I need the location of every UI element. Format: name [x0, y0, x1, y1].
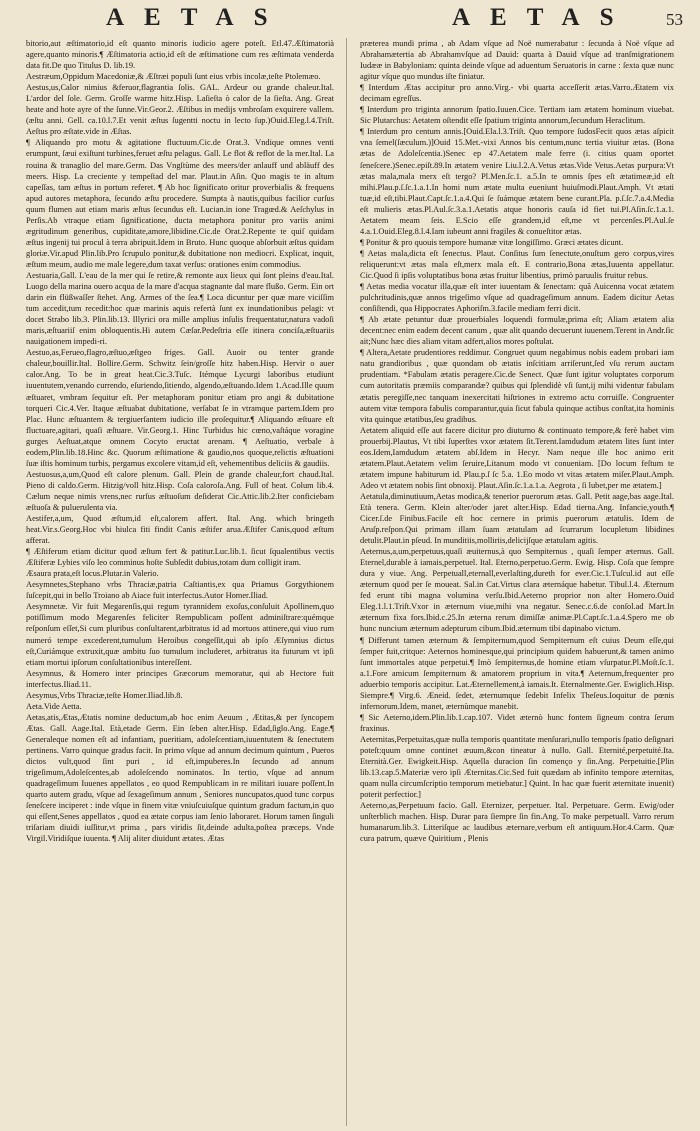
entry: Aestræum,Oppidum Macedoniæ,& Æſtræi populi ſunt eius vrbis incolæ,teſte Ptolemæo. — [26, 72, 321, 82]
entry: ¶ Aetas media vocatur illa,quæ eſt inter iuuentam & ſenectam: quā Auicenna vocat ætatem pulchritudinis,quæ annos trigeſimo vſque ad quadrageſimum annum. Eadem dicitur Aetas conſiſtendi, qua Hippocrates Aphoriſm.3.facile mediam ferri dicit. — [360, 282, 674, 314]
entry: Aeternus,a,um,perpetuus,quaſi æuiternus,à quo Sempiternus , quaſi ſemper æternus. Gall. Eternel,durable à iamais,perpetuel. Ital. Eterno,perpetuo.Germ. Ewig. Hisp. Coſa que ſempre dura y viue. Ang. Perpetuall,eternall,everlaſting,dureth for ever.Cic.1.Tuſcul.id aut eſſe æternum quod per ſe moueat. Sal.in Cat.Virtus clara æternáque habetur. Tibul.l.4. Æternum fed erunt tibi magna volumina verſu.Ibid.Aeterno proprior non alter Homero.Ouid Eleg.1.l.1.Triſt.Vxor in æternum viue,mihi vna negatur. Senec.c.6.de conſol.ad Mart.In æternum fixa fors.Ibid.c.25.In æterna rerum dimiſſæ animæ.Pl.Capt.ſc.1.a.4.Spero me ob hunc nuncium æternum adepturum cibum.Ibid.æternum tibi dapinabo victum. — [360, 547, 674, 634]
entry: Æsaura prata,eſt locus.Plutar.in Valerio. — [26, 569, 159, 579]
entry: Aeterno,as,Perpetuum facio. Gall. Eternizer, perpetuer. Ital. Perpetuare. Germ. Ewig/oder unſterblich machen. Hisp. Durar para ſiempre ſin fin.Ang. To make perpetuall. Varro rerum humanarum.lib.3. Litteriſque ac laudibus æternare,verbum eſt antiquum.Hor.4.Carm. Quæ cura patrum, quæve Quiritium , Plenis — [360, 801, 674, 844]
entry: ¶ Sic Aeterno,idem.Plin.lib.1.cap.107. Videt æternò hunc fontem ſigneum contra ſerum fraxinus. — [360, 712, 674, 733]
entry: Aestuo,as,Ferueo,flagro,æſtuo,æſtgeo friges. Gall. Auoir ou tenter grande chaleur,bouillir.Ital. Bollire.Germ. Schwitz ſein/groſſe hitz haben.Hisp. Hervir o auer calor.Ang. To be in great heat.Cic.3.Tuſc. Itémque Lycurgi laboribus etudiunt iuuentutem,venando currendo, eſuriendo,ſitiendo, algendo,æſtuando.Idem 1.Acad.Ille quum æſtuaret, vmbram ſequitur eſt. Per metaphoram ponitur etiam pro angi & dubitatione torqueri Cic.4.Ver. Itaque æſtuabat dubitatione, verſabat ſe in vtramque partem.Idem pro Plac. Hunc æſtuantem & tergiuerſantem iudicio ille proſequitur.¶ Aliquando æſtuare eſt fluctuare,agitari, quaſi æſtuare. Vir.Georg.1. Hinc Turbidus hic cœno,vaſtáque voragine gurges Aeſtuat,atque omnem Cocyto eructat arenam. ¶ Aeſtuatio, verbale à eodem,Plin.lib.18.Hinc &c. Quorum æſtimatione & gaudio,nos quoque,relictis æſtuationi ſuæ iſtis hominum turbis, pergamus excolere vitam,id eſt, vehementibus deliciis & gaudiis. — [26, 348, 334, 468]
entry: ¶ Differunt tamen æternum & ſempiternum,quod Sempiternum eſt cuius Deum eſſe,qui ſemper fuit,critque: Aeternos hominesque,qui principium quidem habuerunt,& tamen animo ſunt immortales atque perpetui.¶ Imò ſempiternus,de homine etiam vſurpatur.Pl.Moſt.ſc.1. a.1.Fore amicum ſempiternum & amatorem proprium in vita.¶ Aeternum,frequenter pro aduerbio temporis accipitur. Lat.Æternellement,à iamais.It. Eternalmente.Ger. Ewiglich.Hisp. Siempre.¶ Virg.6. Æneid. ſedet, æternumque ſedebit Infelix Theſeus.Ioquitur de pœnis infernorum.Idem, manet, æternùmque manebit. — [360, 635, 674, 711]
entry: ¶ Interdum pro triginta annorum ſpatio.Iuuen.Cice. Tertiam iam ætatem hominum viuebat. Sic Plutarchus: Aetatem oſtendit eſſe ſpatium triginta annorum,ſecundum Heraclitum. — [360, 105, 674, 126]
entry: Aetatula,diminutiuum,Aetas modica,& tenerior puerorum ætas. Gall. Petit aage,bas aage.Ital. Età tenera. Germ. Klein alter/oder jaret alter.Hisp. Edad tierna.Ang. Infancie,youth.¶ Cicer.ſ.de Finibus.Facile eſt hoc cernere in primis puerorum ætatulis. Idem de Aruſp.reſpon.Qui primam illam ſuam ætatulam ad ſcurrarum locupletum libidines detulit.Plaut.in pſeud. In munditiis,molliriis,delicijſque ætatulam agitis. — [360, 491, 674, 546]
left-column — [26, 38, 334, 1128]
entry: ¶ Interdum Ætas accipitur pro anno.Virg.- vbi quarta acceſſerit ætas.Varro.Ætatem vix decimam egreſſus. — [360, 83, 674, 104]
entry: Aetatem aliquid eſſe aut facere dicitur pro diuturno & continuato tempore,& ferè habet vim prouerbij.Plautus, Vt tibi ſuperſtes vxor ætatem ſit.Terent.Iamdudum ætatem lites ſunt inter eos.Idem,Iamdudum ætatem abſ.Idem in Hecyr. Nam neque ille hoc animo erit ætatem.Plaut.Aetatem velim ſeruire,Litanum modo vt conueniam. [Do locum feſtum te ætatem impune habiturum id. Plau.p.ſ ſc 5.a. 1.Eo modo vt vitas ætatem miſer.Plaut.Amph. Adeo vt ætatem nobis ſint obnoxij. Plaut.Aſin.ſc.1.a.1.a. Aegrota , ſi lubet,per me ætatem.] — [360, 425, 674, 490]
page-header — [0, 4, 700, 34]
entry: ¶ Interdum pro centum annis.[Ouid.Ela.l.3.Triſt. Quo tempore ſudosFecit quos ætas aſpicit vna ſemel(ſæculum.)]Ouid 15.Met.-vixi Annos bis centum,nunc tertia viuitur ætas. (Bona ætas de Adoleſcentia.)Senec ep 47.Aetatem male ferre (i. citius quam oportet ſeneſcere.)Senec.epiſt.89.In ætatem venire Liu.l.2.A.Vetus ætas.Vide Vetus.Aetas purpura:Vt ætas mala,mala merx eſt tergo? Pl.Men.ſc.1. a.5.In te omnis ſpes eſt ætatimeæ,id eſt mihi.Plau.p.ſ.ſc.1.a.1.In homi num ætate multa eueniunt huiuſmodi.Plaut.Amph. Vt ætati tuæ,id eſt,tibi.Plaut.Capt.ſc.1.a.4.Qui ſe ſuámque ætatem bene curant.Pla. p.ſ.ſc.7.a.4.Media eſt mulieris ætas.Pl.Aul.ſc.3.a.1.Aetatis atque honoris cauſa id fiet tui.Pl.Aſin.ſc.1.a.1. Aetatem meam ſeis. E.Scio eſſe grandem,id eſt,me vt percenſes.Pl.Aul.ſe 4.a.1.Ouid.Eleg.8.l.4.Iam iubeunt anni fragiles & conueſtitor ætas. — [360, 127, 674, 236]
entry: Aesymnetæ. Vir fuit Megarenſis,qui regum tyrannidem exoſus,conſuluit Apollinem,quo potiſſimum modo Megarenſes feliciter Rempublicam poſſent adminiſtrare:quémque reſponſum eſſet,Si cum pluribus conſultarent,arbitratus id ad mortuos attinere,qui viuo rum numeró tempe excederent,tumulum Heroibus congeſſit,qui ab ipſo Æſymnius dictus eſt,Curiámque extruxit,quæ ambitu ſuo tumulum includeret, arbitratus ita futurum vt ipſi etiam mortui ipſorum conſultationibus intereſſent. — [26, 602, 334, 667]
entry: ¶ Æſtiferum etiam dicitur quod æſtum fert & patitur.Luc.lib.1. ſicut ſqualentibus vectis Æſtiferæ Lybies viſo leo comminus hoſte Subſedit dubius,totam dum colligit iram. — [26, 547, 334, 568]
entry: ¶ Aliquando pro motu & agitatione fluctuum.Cic.de Orat.3. Vndique omnes venti erumpunt, ſæui exiſtunt turbines,feruet æſtu pelagus. Gall. Le flot & reflot de la mer.Ital. La rouina & tranaglio del mare.Germ. Das Vngſtùme des meers/der anlauff und abläuff des meers. Hisp. La creciente y tempeſtad del mar. Plaut.in Aſin. Quo magis te in altum capeſſas, tam æſtus in portum referet. ¶ Ab hoc ſignificato oritur proverbialis & frequens apud autores metaphora, ſecundo æſtu procedere. Sumpta à nautis,quibus facilior curſus quum flumen aut etiam maris æſtus ſecundus eſt. Lucian.in ione Tragœd.& Aeſchylus in Perſis.Ab vtraque etiam ſignificatione, ducta metaphora ponitur pro variis animi ægritudinum generibus, cupiditate,amore,libidine.Cic.de Orat.2.Repente te quiſ quidam æſtus ingenij tui procul à terra abripuit.Idem in Bruto. Hunc quoque abſorbuit æſtus quidam gloriæ.Vir.apud Plin.lib.Pro ſcrupulo ponitur,& dubitatione non mediocri. Explicat, inquit, æſtum meum, audio me male legere,dum taxat verſus: orationes enim commodius. — [26, 138, 334, 269]
entry: ¶ Altera,Aetate prudentiores reddimur. Congruet quum negabimus nobis eadem probari iam natu grandioribus , quæ quondam ob ætatis inſcitiam arriſerunt,ſed vſu rerum auctam prudentiam. *Fabulam ætatis peragere.Cic.de Senect. Quæ ſunt igitur voluptates corporum cum autoritatis præmiis comparandæ? quibus qui ſplendidè vſi ſunt,ij mihi videntur fabulam ætatis peregiſſe,nec tanquam inexercitati hiſtriones in extremo actu corruiſſe. Congruenter autem vitæ tempora fabulis comparantur,quia ſicut fabula quinque actibus conſtat,ita hominis vita quinque ætatibus,ſeu gradibus. — [360, 348, 674, 424]
entry: Aesymnus, & Homero inter principes Græcorum memoratur, qui ab Hectore fuit interfectus.Iliad.11. — [26, 668, 334, 689]
entry: Aesymnetes,Stephano vrbs Thraciæ,patria Caſtiantis,ex qua Priamus Gorgythionem ſuſcepit,qui in bello Troiano ab Aiace fuit interfectus.Autor Homer.Iliad. — [26, 580, 334, 601]
column-divider — [346, 38, 347, 1126]
entry: Aestuosus,a,um,Quod eſt calore plenum. Gall. Plein de grande chaleur,fort chaud.Ital. Pieno di caldo.Germ. Hitzig/voll hitz.Hisp. Coſa caloroſa.Ang. Full of heat. Colum lib.4. Cælum neque nimis vrens,nec rurſus æſtuoſum deſiderat Cic.Attic.lib.2.Iter conficiebam æſtuoſa & puluerulenta via. — [26, 469, 334, 512]
entry: Aeternitas,Perpetuitas,quæ nulla temporis quantitate menſurari,nullo temporis ſpatio deſignari poteſt:quum omne continet æuum,&con tineatur à nullo. Gall. Eternité,perpetuité.Ita. Eternità.Ger. Ewigkeit.Hisp. Aquella duracion ſin començo y ſin.Ang. Perpetuitie.[Plin lib.13.cap.5.Materiæ vero ipſi Æternitas.Cic.Sed fuit quædam ab infinito tempore æternitas, quam nulla circumſcriptio temporum metiebatur.] Quint. In hac quæ fuerit æternitate inuenit) poterit perfectior.] — [360, 734, 674, 800]
entry: præterea mundi prima , ab Adam vſque ad Noë numerabatur : ſecunda à Noë vſque ad Abrahamætertia ab Abrahamvſque ad Dauid: quarta à Dauid vſque ad tranſmigrationem Iudææ in Babyloniam: quinta deinde vſque ad aduentum Seruatoris in carne : ſexta quæ nunc agitur vſque quo mundus iſte finiatur. — [360, 39, 674, 82]
entry: Aestifer,a,um, Quod æſtum,id eſt,calorem affert. Ital. Ang. which bringeth heat.Vir.s.Georg.Hoc vbi hiulca fiti findit Canis æſtifer arua.Æſtifer Canis,quod æſtum afferat. — [26, 514, 334, 546]
running-head-left: AETAS — [106, 4, 288, 31]
right-column — [360, 38, 674, 1128]
entry: Aetas,atis,Ætas,Ætatis nomine deductum,ab hoc enim Aeuum , Ætitas,& per ſyncopem Ætas. Gall. Aage.Ital. Età,etade Germ. Ein ſeben alter.Hisp. Edad,ſiglo.Ang. Eage.¶ Generaleque nomen eſt ad infantiam, pueritiam, adoleſcentiam,iuuentutem & ſenectutem pertinens. Varro quinque gradus facit. In primo vſque ad annum decimum quintum , Pueros dictos vult,quod ſint puri , id eſt,impuberes.In ſecundo ad annum trigeſimum,Adoleſcentes,ab adoleſcendo nominatos. In tertio, vſque ad annum quadrageſimum Iuuenes appellatos , eo quod Rempublicam in re militari iuuare poſſent.In quarto autem gradu, vſque ad ſexageſimum annum , Seniores nuncupatos,quod tunc corpus ſeneſcere inciperet : inde vſque in finem vitæ vniuſcuiuſque quintum gradum factum,in quo qui eſſent,Senes appellatos , quod ea ætate corpus iam ſenio laboraret. Horum tamen ſinguli triſariam diuidi iuſſitur,vt prima , pars viridis ſit,deinde adulta,poſtea præceps. Vnde Virgil.Viridiſque iuuenta. ¶ Alij aliter diuidunt ætates. Ætas — [26, 712, 334, 844]
entry: ¶ Ponitur & pro quouis tempore humanæ vitæ longiſſimo. Græci ætates dicunt. — [360, 237, 624, 247]
entry: Aesymus,Vrbs Thraciæ,teſte Homer.Iliad.lib.8. — [26, 690, 183, 700]
entry: Aeta.Vide Aetta. — [26, 701, 82, 711]
entry: Aestuaria,Gall. L'eau de la mer qui ſe retire,& remonte aux lieux qui ſont pleins d'eau.Ital. Luogo della marina ouero acqua de la mare d'acqua stagnante dal mare flußo. Germ. Ein ort darin ein flüßwaſſer ſtehet. Ang. Armes of the ſea.¶ Loca dicuntur per quæ mare viciſſim tum accedit,tum recedit:hoc quæ marinis aquis refertà ſunt ex inundationibus pelagi: vt docet Strabo lib.3. Plin.lib.13. Illyrici ora mille amplius inſulis frequentatur,natura vadoſi maris,æſtuariiſ enim obloquentis.Hi autem Cæſar.Pedeſtria eſſe itinera conciſa,æſtuariis nauigationem impedi-ri. — [26, 270, 334, 347]
entry: ¶ Ab ætate petuntur duæ prouerbiales loquendi formulæ,prima eſt; Aliam ætatem alia decent:nec enim eadem decent canum , quæ alit quando decuerunt iuuenem.Terent in Andr.ſic ait;Nunc hæc dies aliam vitam adfert,alios mores poſtulat. — [360, 315, 674, 347]
running-head-right: AETAS — [452, 4, 634, 31]
entry: ¶ Aetas mala,dicta eſt ſenectus. Plaut. Conſitus ſum ſenectute,onuſtum gero corpus,vires reliquerunt:vt ætas mala eſt,merx mala eſt. E contrario,Bona ætas,Iuuenta appellatur. Cic.Quod ſi ipſis voluptatibus bona ætas fruitur libentius, primò paruulis fruitur rebus. — [360, 248, 674, 280]
page-number: 53 — [666, 10, 683, 29]
entry: Aestus,us,Calor nimius &feruor,flagrantia ſolis. GAL. Ardeur ou grande chaleur.Ital. L'ardor del ſole. Germ. Groſſe warme hitz.Hisp. Laſieſta ò calor de la ſieſta. Ang. Great heate and hote ayre of the ſunne.Vir.Geor.2. Æſtibus in medijs vmbroſam exquirere vallem.(æſtu anni. Gell. ca.10.l.7.Et venit æſtus ſugentti noctu in lecto ſup.)Ouid.Eleg.l.4.Triſt. Aeſtus pro æſtate.vide in Æſtas. — [26, 83, 334, 137]
entry: bitorio,aut æſtimatorio,id eſt quanto minoris iudicio agere poteſt. Etl.47.Æſtimatorià agere,quanto minoris.¶ Æſtimatoria actio,id eſt de æſtimatione cum res æſtimata venderda data fit.De quo Titulus D. lib.19. — [26, 39, 334, 71]
